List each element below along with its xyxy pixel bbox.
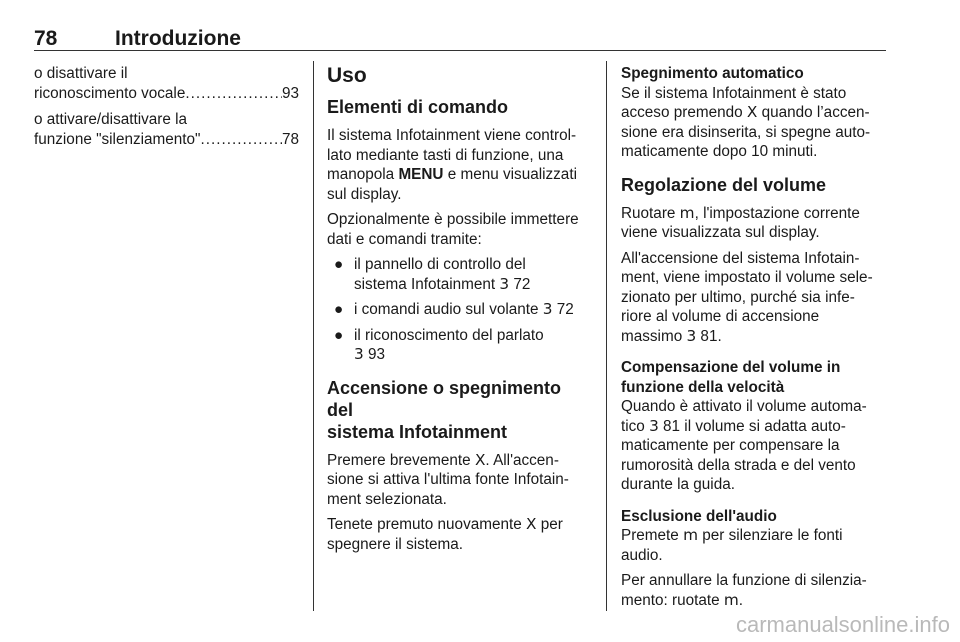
list-item: ● i comandi audio sul volante 3 72 (334, 300, 574, 318)
paragraph: Quando è attivato il volume automa- tico 3 81 il volume si adatta auto- maticamente per compensare la rumorosità della strada e del vento durante la guida. (621, 398, 867, 493)
column-divider (606, 61, 607, 611)
list-item: ● il pannello di controllo del sistema Infotainment 3 72 (334, 256, 531, 293)
menu-key-label: MENU (398, 166, 444, 183)
paragraph: All'accensione del sistema Infotain- ment, viene impostato il volume sele- zionato per ultimo, purché sia infe- riore al volume di accensione massimo 3 81. (621, 249, 873, 345)
paragraph: Per annullare la funzione di silenzia- mento: ruotate m. (621, 572, 867, 609)
index-entry-line: o disattivare il (34, 65, 128, 82)
page-ref[interactable]: 72 (556, 301, 574, 318)
volume-knob-icon: m (683, 526, 698, 544)
paragraph: Il sistema Infotainment viene control- lato mediante tasti di funzione, una manopola MENU e menu visualizzati sul display. (327, 127, 577, 203)
index-entry-label: funzione "silenziamento" (34, 130, 201, 148)
page-ref-arrow-icon: 3 (542, 300, 553, 318)
index-page-ref[interactable]: 93 (281, 84, 299, 102)
volume-knob-icon: m (679, 203, 695, 222)
usage-column (327, 64, 592, 560)
index-page-ref[interactable]: 78 (281, 130, 299, 148)
page-number: 78 (34, 27, 58, 50)
index-entry[interactable] (34, 64, 299, 103)
paragraph: Premete m per silenziare le fonti audio. (621, 526, 843, 564)
page-ref-arrow-icon: 3 (686, 326, 697, 345)
paragraph: Premere brevemente X. All'accen- sione si attiva l'ultima fonte Infotain- ment selezionata. (327, 450, 569, 508)
index-entry-label: riconoscimento vocale (34, 84, 186, 102)
page-header (34, 27, 886, 51)
index-entry-line: o attivare/disattivare la (34, 111, 188, 128)
page-ref[interactable]: 93 (367, 346, 385, 363)
subsection-title: Regolazione del volume (621, 174, 827, 195)
bullet-icon: ● (334, 301, 344, 318)
list-item: ● il riconoscimento del parlato 3 93 (334, 326, 544, 363)
paragraph: Se il sistema Infotainment è stato acceso premendo X quando l’accen- sione era disinserita, si spegne auto- maticamente dopo 10 minuti. (621, 84, 871, 160)
bullet-icon: ● (334, 256, 344, 273)
power-button-icon: X (746, 103, 758, 121)
page-ref[interactable]: 72 (513, 275, 531, 293)
section-title: Uso (327, 64, 367, 87)
subsection-title: Accensione o spegnimento del sistema Infotainment (327, 377, 562, 442)
volume-column (621, 64, 889, 616)
bullet-icon: ● (334, 326, 344, 344)
index-column (34, 64, 299, 156)
page-ref-arrow-icon: 3 (354, 345, 364, 363)
column-divider (313, 61, 314, 611)
subsection-title: Spegnimento automatico (621, 65, 804, 82)
page-ref-arrow-icon: 3 (649, 416, 659, 435)
page-ref[interactable]: 81. (696, 327, 722, 345)
paragraph: Opzionalmente è possibile immettere dati e comandi tramite: (327, 211, 579, 248)
subsection-title: Compensazione del volume in funzione della velocità (621, 359, 841, 396)
header-rule (34, 50, 886, 51)
subsection-title: Esclusione dell'audio (621, 507, 777, 525)
power-button-icon: X (526, 515, 537, 533)
leader-dots (185, 84, 282, 104)
leader-dots (200, 130, 282, 150)
subsection-title: Elementi di comando (327, 97, 509, 117)
index-entry[interactable] (34, 110, 299, 149)
page-ref-arrow-icon: 3 (499, 274, 510, 293)
paragraph: Tenete premuto nuovamente X per spegnere il sistema. (327, 515, 563, 553)
watermark: carmanualsonline.info (735, 612, 950, 637)
paragraph: Ruotare m, l'impostazione corrente viene visualizzata sul display. (621, 203, 860, 241)
volume-knob-icon: m (723, 590, 739, 609)
page-ref[interactable]: 81 il volume si adatta auto- (658, 417, 846, 435)
power-button-icon: X (474, 450, 486, 469)
chapter-title: Introduzione (115, 27, 241, 50)
